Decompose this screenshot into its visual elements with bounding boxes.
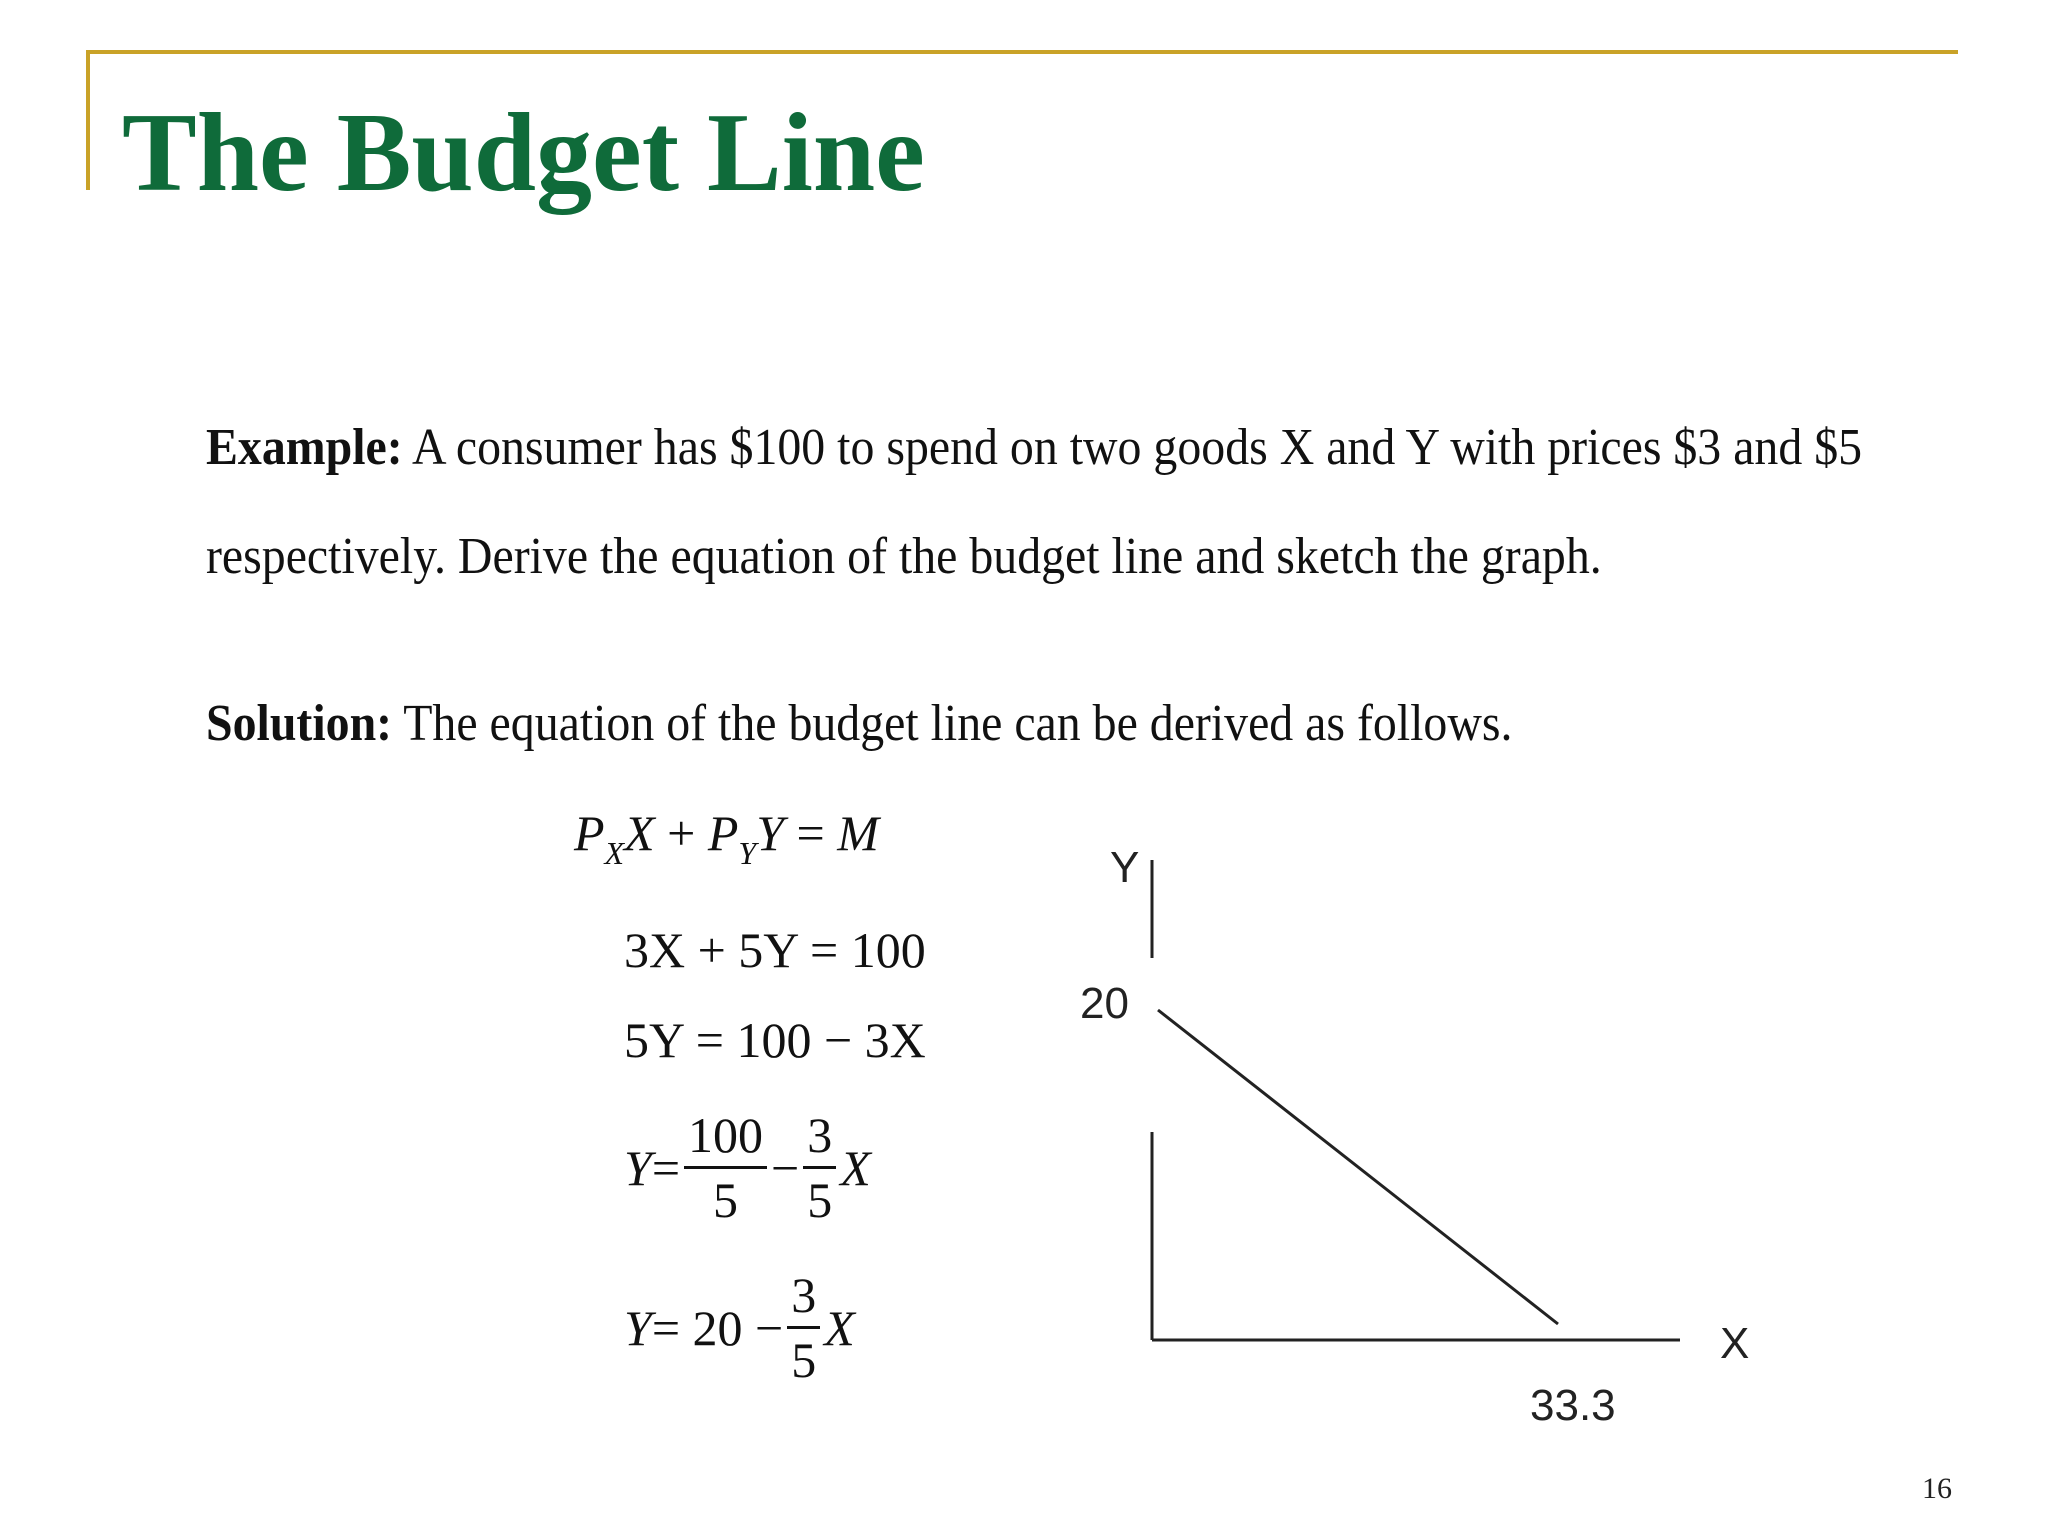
equation-final: Y = 20 − $\frac{3}{5}$ X [624, 1267, 855, 1388]
page-number: 16 [1922, 1472, 1952, 1505]
example-text-1: A consumer has $100 to spend on two goods X and Y with prices $3 and $5 [402, 419, 1863, 476]
budget-line [1158, 1010, 1558, 1324]
example-line-2: respectively. Derive the equation of the budget line and sketch the graph. [206, 528, 1602, 585]
budget-line-graph [1080, 840, 1800, 1460]
equation-step-2: 5Y = 100 − 3X [624, 1012, 926, 1068]
x-axis-label: X [1720, 1319, 1750, 1368]
fraction-3-over-5-final: $\frac{3}{5}$ [787, 1270, 820, 1385]
slide-frame-top [86, 50, 1958, 54]
example-label: Example: [206, 419, 403, 476]
y-intercept-label: 20 [1080, 979, 1129, 1028]
equation-general: $P_XX + P_YY = M$ [574, 805, 879, 871]
fraction-100-over-5: $\frac{100}{5}$ [684, 1110, 767, 1225]
example-line-1 [206, 418, 1862, 478]
solution-line [206, 694, 1512, 754]
slide-frame-left [86, 50, 90, 190]
solution-label: Solution: [206, 695, 393, 752]
equation-step-1: 3X + 5Y = 100 [624, 922, 926, 978]
fraction-3-over-5: $\frac{3}{5}$ [803, 1110, 836, 1225]
y-axis-label: Y [1110, 843, 1140, 892]
equation-step-3: Y = $\frac{100}{5}$ − $\frac{3}{5}$ X [624, 1107, 871, 1228]
x-intercept-label: 33.3 [1530, 1381, 1616, 1430]
solution-text: The equation of the budget line can be derived as follows. [392, 695, 1513, 752]
slide-title: The Budget Line [122, 91, 925, 215]
